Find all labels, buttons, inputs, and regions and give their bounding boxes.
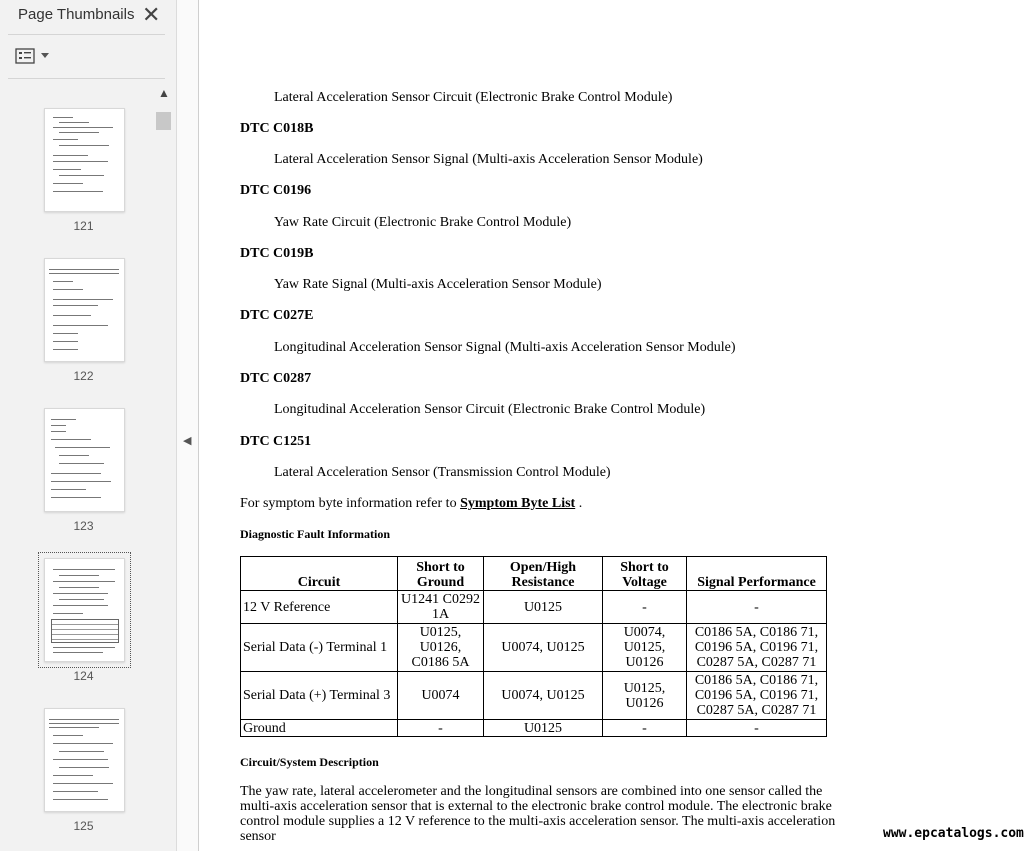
scroll-up-icon[interactable]: ▲ [158, 86, 170, 100]
thumbnail-options-button[interactable] [15, 44, 55, 68]
page-thumbnail[interactable] [44, 258, 125, 362]
chevron-down-icon [41, 53, 49, 59]
symptom-prefix: For symptom byte information refer to [240, 496, 457, 511]
table-cell: - [603, 720, 687, 737]
page-thumbnail[interactable] [44, 708, 125, 812]
table-cell: Ground [241, 720, 398, 737]
table-cell: Serial Data (-) Terminal 1 [241, 624, 398, 672]
dtc-code: DTC C1251 [240, 434, 312, 449]
fault-info-heading: Diagnostic Fault Information [240, 527, 390, 541]
table-cell: U0074, U0125 [484, 624, 603, 672]
dtc-description: Longitudinal Acceleration Sensor Circuit (Electronic Brake Control Module) [274, 402, 706, 417]
column-header: Short to Ground [398, 557, 484, 591]
circuit-description-text: The yaw rate, lateral accelerometer and the longitudinal sensors are combined into one sensor called the multi-axis acceleration sensor that is external to the electronic brake control module. The electronic brake control module supplies a 12 V reference to the multi-axis acceleration sensor. The multi-axis acceleration sensor [240, 784, 836, 844]
table-row [241, 591, 827, 624]
column-header: Signal Performance [687, 557, 827, 591]
table-cell: U0125 [484, 720, 603, 737]
column-header: Circuit [241, 557, 398, 591]
thumbnail-page-number: 124 [73, 669, 94, 683]
thumbnail-scrollbar[interactable] [155, 86, 172, 851]
table-row [241, 672, 827, 720]
page-thumbnail-selected[interactable] [44, 558, 125, 662]
table-cell: U0125 [484, 591, 603, 624]
page-thumbnails-panel [0, 0, 177, 851]
table-cell: - [687, 591, 827, 624]
divider [8, 78, 165, 79]
symptom-byte-list-link[interactable]: Symptom Byte List [460, 496, 576, 511]
thumbnail-page-number: 121 [73, 219, 94, 233]
list-view-icon [15, 48, 35, 64]
close-icon[interactable]: ✕ [142, 2, 161, 27]
table-cell: 12 V Reference [241, 591, 398, 624]
watermark: www.epcatalogs.com [879, 826, 1028, 841]
thumbnail-page-number: 123 [73, 519, 94, 533]
dtc-code: DTC C0196 [240, 183, 312, 198]
table-cell: U1241 C0292 1A [398, 591, 484, 624]
table-cell: C0186 5A, C0186 71, C0196 5A, C0196 71, C0287 5A, C0287 71 [687, 672, 827, 720]
document-page [199, 0, 1024, 851]
symptom-suffix: . [578, 496, 583, 511]
panel-splitter[interactable] [177, 0, 199, 851]
table-cell: U0125, U0126 [603, 672, 687, 720]
table-cell: U0074, U0125 [484, 672, 603, 720]
dtc-description: Yaw Rate Circuit (Electronic Brake Control Module) [274, 215, 572, 230]
dtc-description: Longitudinal Acceleration Sensor Signal (Multi-axis Acceleration Sensor Module) [274, 340, 736, 355]
dtc-code: DTC C0287 [240, 371, 312, 386]
table-row [241, 624, 827, 672]
table-cell: C0186 5A, C0186 71, C0196 5A, C0196 71, C0287 5A, C0287 71 [687, 624, 827, 672]
table-cell: - [687, 720, 827, 737]
dtc-description: Lateral Acceleration Sensor Circuit (Electronic Brake Control Module) [274, 90, 673, 105]
symptom-reference [240, 496, 582, 512]
panel-title: Page Thumbnails [18, 6, 135, 23]
divider [8, 34, 165, 35]
dtc-code: DTC C027E [240, 308, 314, 323]
column-header: Open/High Resistance [484, 557, 603, 591]
table-cell: - [398, 720, 484, 737]
page-thumbnail[interactable] [44, 108, 125, 212]
table-cell: - [603, 591, 687, 624]
page-thumbnail[interactable] [44, 408, 125, 512]
table-cell: U0074 [398, 672, 484, 720]
collapse-panel-icon[interactable]: ◀ [183, 435, 192, 447]
dtc-description: Yaw Rate Signal (Multi-axis Acceleration Sensor Module) [274, 277, 602, 292]
fault-table [240, 556, 827, 737]
scrollbar-thumb[interactable] [156, 112, 171, 130]
thumbnail-page-number: 125 [73, 819, 94, 833]
table-cell: U0074, U0125, U0126 [603, 624, 687, 672]
dtc-code: DTC C019B [240, 246, 314, 261]
thumbnail-list [0, 80, 150, 851]
table-cell: Serial Data (+) Terminal 3 [241, 672, 398, 720]
panel-header [0, 0, 176, 34]
table-row [241, 720, 827, 737]
column-header: Short to Voltage [603, 557, 687, 591]
dtc-description: Lateral Acceleration Sensor Signal (Multi-axis Acceleration Sensor Module) [274, 152, 703, 167]
table-header-row [241, 557, 827, 591]
table-cell: U0125, U0126, C0186 5A [398, 624, 484, 672]
dtc-description: Lateral Acceleration Sensor (Transmission Control Module) [274, 465, 611, 480]
dtc-code: DTC C018B [240, 121, 314, 136]
circuit-description-heading: Circuit/System Description [240, 755, 379, 769]
thumbnail-page-number: 122 [73, 369, 94, 383]
